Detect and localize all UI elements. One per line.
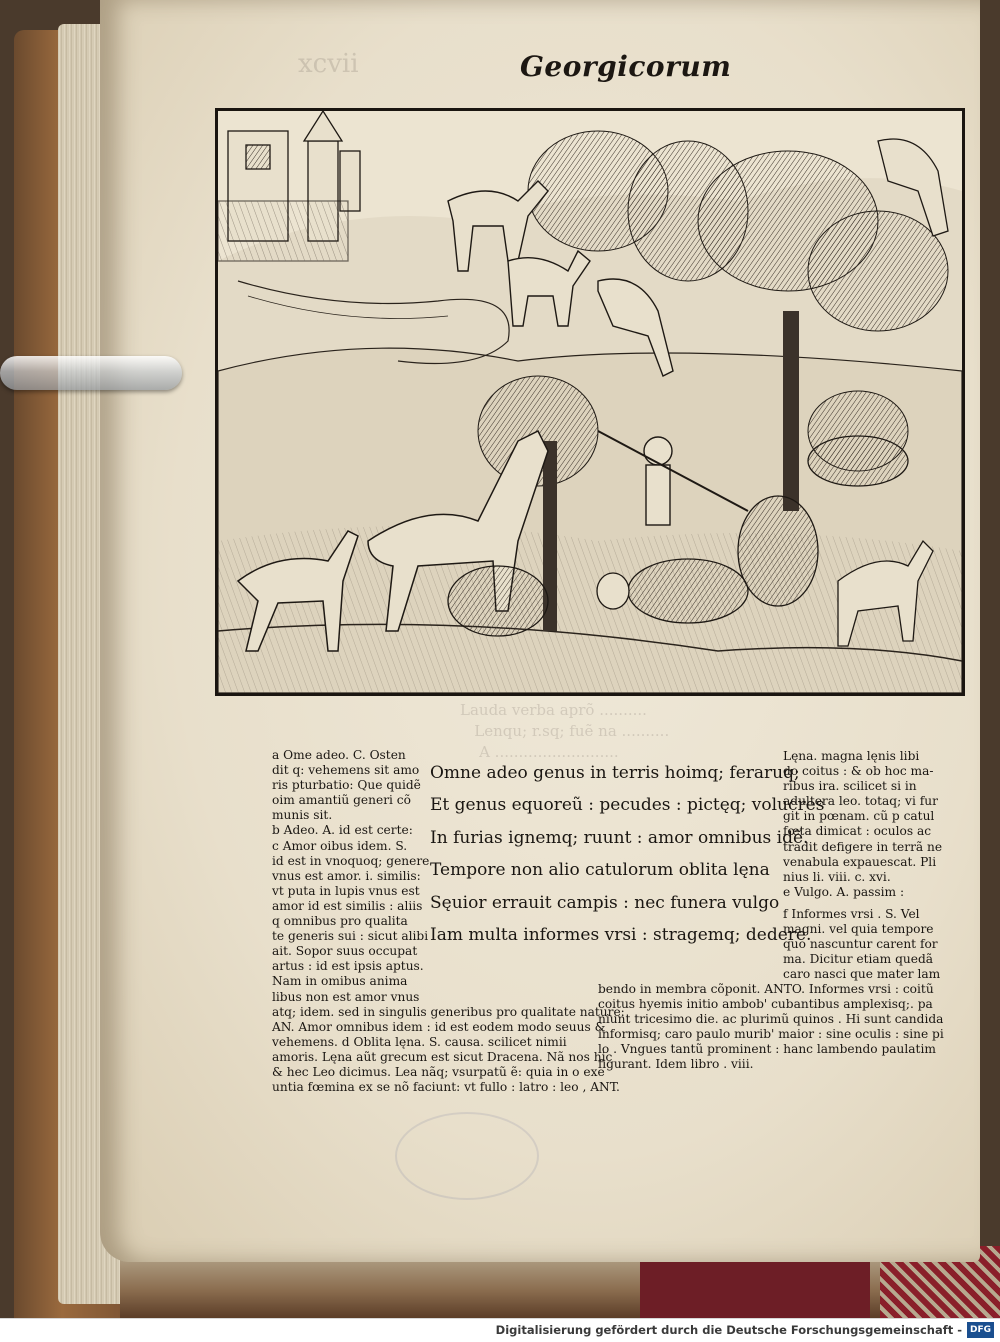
glass-bookmark-rod bbox=[0, 356, 182, 390]
commentary-line: atq; idem. sed in singulis generibus pro qualitate nature: bbox=[272, 1004, 625, 1019]
commentary-line: vt puta in lupis vnus est bbox=[272, 883, 420, 898]
commentary-line: ribus ira. scilicet si in bbox=[783, 779, 917, 794]
verse-line: Et genus equoreũ : pecudes : pictęq; volucres bbox=[430, 795, 825, 816]
verse-line: Sęuior errauit campis : nec funera vulgo bbox=[430, 892, 780, 913]
tree-trunk-right bbox=[783, 311, 799, 511]
woodcut-scene bbox=[218, 111, 962, 693]
binding-leather bbox=[640, 1262, 870, 1318]
woodcut-illustration bbox=[215, 108, 965, 696]
commentary-line: figurant. Idem libro . viii. bbox=[598, 1057, 754, 1072]
commentary-line: vnus est amor. i. similis: bbox=[272, 868, 421, 883]
commentary-line: b Adeo. A. id est certe: bbox=[272, 823, 413, 838]
commentary-line: vehemens. d Oblita lęna. S. causa. scilicet nimii bbox=[272, 1034, 567, 1049]
commentary-line: amoris. Lęna aũt grecum est sicut Dracena. Nã nos hic bbox=[272, 1049, 613, 1064]
commentary-line: a Ome adeo. C. Osten bbox=[272, 748, 406, 762]
commentary-line: dit q: vehemens sit amo bbox=[272, 763, 420, 778]
fallen-man bbox=[597, 573, 629, 609]
commentary-line: oim amantiũ generi cõ bbox=[272, 793, 411, 808]
commentary-line: q omnibus pro qualita bbox=[272, 914, 408, 929]
commentary-line: tradit defigere in terrã ne bbox=[783, 839, 943, 854]
commentary-line: niunt tricesimo die. ac plurimũ quinos . Hi sunt candida bbox=[598, 1012, 944, 1027]
commentary-line: lo . Vngues tantũ prominent : hanc lambendo paulatim bbox=[598, 1042, 936, 1057]
commentary-line: ris pturbatio: Que quidẽ bbox=[272, 778, 421, 793]
commentary-line: e Vulgo. A. passim : bbox=[783, 884, 905, 899]
dfg-logo: DFG bbox=[967, 1322, 994, 1338]
commentary-line: c Amor oibus idem. S. bbox=[272, 838, 408, 853]
show-through-text: Lauda verba aprõ .......... Lenqu; r.sq; fuẽ na .......... A .......................... bbox=[460, 701, 670, 761]
commentary-line: ma. Dicitur etiam quedã bbox=[783, 952, 934, 967]
commentary-line: coitus hyemis initio ambob' cubantibus amplexisq;. pa bbox=[598, 997, 933, 1012]
commentary-line: magni. vel quia tempore bbox=[783, 922, 934, 937]
commentary-line: caro nasci que mater lam bbox=[783, 967, 941, 982]
commentary-line: f Informes vrsi . S. Vel bbox=[783, 907, 920, 921]
show-through-folio: xcvii bbox=[298, 49, 359, 79]
right-commentary-top bbox=[783, 749, 942, 900]
bottom-commentary bbox=[598, 982, 944, 1073]
commentary-line: & hec Leo dicimus. Lea nãq; vsurpatũ ẽ: quia in o exe bbox=[272, 1064, 605, 1079]
verse-line: In furias ignemq; ruunt : amor omnibus idẽ. bbox=[430, 827, 809, 848]
commentary-line: nius li. viii. c. xvi. bbox=[783, 869, 891, 884]
commentary-line: informisq; caro paulo murib' maior : sine oculis : sine pi bbox=[598, 1027, 944, 1042]
commentary-line: artus : id est ipsis aptus. bbox=[272, 959, 424, 974]
right-commentary-bottom bbox=[783, 907, 940, 982]
commentary-line: libus non est amor vnus bbox=[272, 989, 420, 1004]
commentary-line: munis sit. bbox=[272, 808, 333, 823]
commentary-line: Nam in omibus anima bbox=[272, 974, 408, 989]
library-stamp-faint bbox=[395, 1112, 539, 1200]
commentary-line: adultera leo. totaq; vi fur bbox=[783, 794, 938, 809]
commentary-line: id est in vnoquoq; genere bbox=[272, 853, 430, 868]
commentary-line: Lęna. magna lęnis libi bbox=[783, 749, 920, 763]
commentary-line: git in pœnam. cũ p catul bbox=[783, 809, 935, 824]
commentary-line: amor id est similis : aliis bbox=[272, 898, 423, 913]
commentary-line: untia fœmina ex se nõ faciunt: vt fullo : latro : leo , ANT. bbox=[272, 1080, 620, 1095]
verse-line: Omne adeo genus in terris hoimq; feraruq; bbox=[430, 763, 800, 783]
commentary-line: quo nascuntur carent for bbox=[783, 937, 938, 952]
footer-bar bbox=[0, 1318, 1000, 1342]
commentary-line: bendo in membra cõponit. ANTO. Informes vrsi : coitũ bbox=[598, 982, 934, 996]
commentary-line: ait. Sopor suus occupat bbox=[272, 944, 418, 959]
verse-line: Iam multa informes vrsi : stragemq; dedere. bbox=[430, 925, 812, 946]
commentary-line: venabula expauescat. Pli bbox=[783, 854, 937, 869]
verse-block bbox=[430, 757, 824, 951]
commentary-line: fœta dimicat : oculos ac bbox=[783, 824, 932, 839]
commentary-line: do coitus : & ob hoc ma- bbox=[783, 764, 934, 779]
funding-credit: Digitalisierung gefördert durch die Deutsche Forschungsgemeinschaft - bbox=[495, 1323, 962, 1337]
commentary-line: AN. Amor omnibus idem : id est eodem modo seuus & bbox=[272, 1019, 606, 1034]
running-head: Georgicorum bbox=[520, 50, 732, 83]
castle bbox=[218, 111, 360, 261]
commentary-line: te generis sui : sicut alibi bbox=[272, 929, 429, 944]
verse-line: Tempore non alio catulorum oblita lęna bbox=[430, 860, 770, 881]
